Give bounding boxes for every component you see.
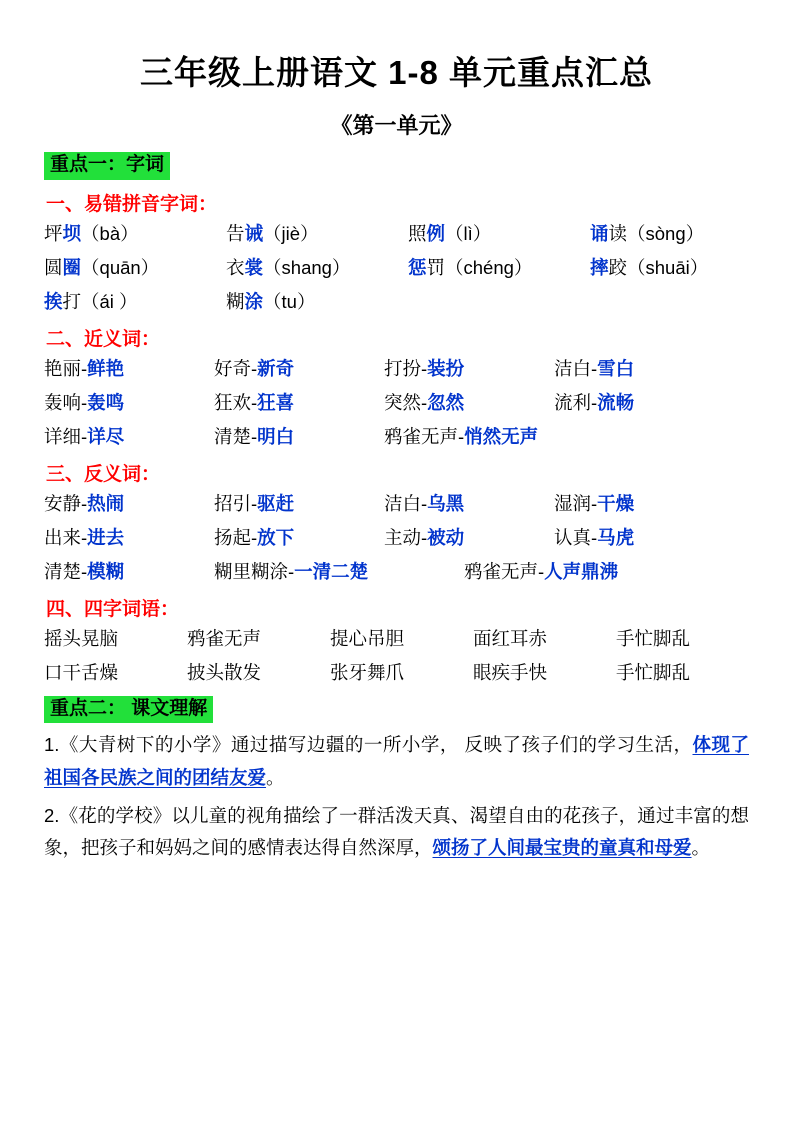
synonym-pair: 详细-详尽 [44, 425, 125, 447]
pinyin-item: 坪坝（bà） [44, 222, 139, 244]
antonym-pair: 招引-驱赶 [214, 492, 295, 514]
section-heading-antonyms: 三、反义词： [46, 463, 161, 485]
synonym-pair: 艳丽-鲜艳 [44, 357, 125, 379]
antonym-pair: 鸦雀无声-人声鼎沸 [464, 560, 619, 582]
pinyin-item: 照例（lì） [408, 222, 492, 244]
four-char-word: 手忙脚乱 [616, 661, 691, 683]
four-char-row [44, 627, 749, 652]
antonym-pair: 安静-热闹 [44, 492, 125, 514]
pinyin-item: 糊涂（tu） [226, 290, 316, 312]
comprehension-item [44, 800, 749, 865]
pinyin-row [44, 256, 749, 281]
four-char-word: 张牙舞爪 [330, 661, 405, 683]
antonym-pair: 扬起-放下 [214, 526, 295, 548]
pinyin-item: 诵读（sòng） [590, 222, 705, 244]
antonym-pair: 湿润-干燥 [554, 492, 635, 514]
pinyin-item: 惩罚（chéng） [408, 256, 533, 278]
page-title: 三年级上册语文 1-8 单元重点汇总 [139, 54, 654, 91]
synonym-pair: 好奇-新奇 [214, 357, 295, 379]
antonym-pair: 糊里糊涂-一清二楚 [214, 560, 369, 582]
section-heading-pinyin: 一、易错拼音字词： [46, 193, 218, 215]
synonym-pair: 狂欢-狂喜 [214, 391, 295, 413]
comprehension-number: 2. [44, 805, 60, 827]
pinyin-item: 挨打（ái ） [44, 290, 138, 312]
antonym-row [44, 492, 749, 517]
pinyin-row [44, 222, 749, 247]
four-char-row [44, 661, 749, 686]
comprehension-text: 《花的学校》以儿童的视角描绘了一群活泼天真、渴望自由的花孩子，通过丰富的想象，把孩子和妈妈之间的感情表达得自然深厚， [44, 805, 749, 859]
synonym-pair: 洁白-雪白 [554, 357, 635, 379]
pinyin-item: 衣裳（shang） [226, 256, 351, 278]
four-char-word: 面红耳赤 [473, 627, 548, 649]
antonym-row [44, 526, 749, 551]
synonym-pair: 流利-流畅 [554, 391, 635, 413]
comprehension-highlight: 颂扬了人间最宝贵的童真和母爱 [432, 837, 692, 859]
four-char-word: 眼疾手快 [473, 661, 548, 683]
synonym-row [44, 391, 749, 416]
key-point-1-badge-wrap [44, 152, 749, 180]
four-char-word: 手忙脚乱 [616, 627, 691, 649]
antonym-pair: 清楚-模糊 [44, 560, 125, 582]
four-char-word: 口干舌燥 [44, 661, 119, 683]
comprehension-text-end: 。 [691, 837, 711, 859]
antonym-pair: 出来-进去 [44, 526, 125, 548]
four-char-word: 提心吊胆 [330, 627, 405, 649]
comprehension-text-end: 。 [266, 766, 285, 788]
comprehension-text: 《大青树下的小学》通过描写边疆的一所小学， 反映了孩子们的学习生活， [59, 734, 693, 756]
pinyin-item: 圆圈（quān） [44, 256, 160, 278]
synonym-pair: 清楚-明白 [214, 425, 295, 447]
pinyin-item: 摔跤（shuāi） [590, 256, 709, 278]
antonym-pair: 洁白-乌黑 [384, 492, 465, 514]
synonym-pair: 鸦雀无声-悄然无声 [384, 425, 539, 447]
four-char-word: 摇头晃脑 [44, 627, 119, 649]
unit-title: 《第一单元》 [330, 113, 463, 139]
antonym-pair: 认真-马虎 [554, 526, 635, 548]
synonym-row [44, 357, 749, 382]
synonym-pair: 突然-忽然 [384, 391, 465, 413]
antonym-row [44, 560, 749, 585]
key-point-2-badge: 重点二： 课文理解 [44, 696, 213, 724]
antonym-pair: 主动-被动 [384, 526, 465, 548]
synonym-pair: 打扮-装扮 [384, 357, 465, 379]
comprehension-item [44, 729, 749, 794]
section-heading-four-char: 四、四字词语： [46, 598, 180, 620]
comprehension-number: 1. [44, 734, 60, 756]
four-char-word: 鸦雀无声 [187, 627, 262, 649]
synonym-row [44, 425, 749, 450]
section-heading-synonyms: 二、近义词： [46, 328, 161, 350]
pinyin-row [44, 290, 749, 315]
key-point-1-badge: 重点一：字词 [44, 152, 170, 180]
four-char-word: 披头散发 [187, 661, 262, 683]
key-point-2-badge-wrap [44, 696, 749, 724]
pinyin-item: 告诫（jiè） [226, 222, 319, 244]
comprehension-highlight: 体现了祖国各民族之间的团结友爱 [44, 734, 749, 788]
synonym-pair: 轰响-轰鸣 [44, 391, 125, 413]
